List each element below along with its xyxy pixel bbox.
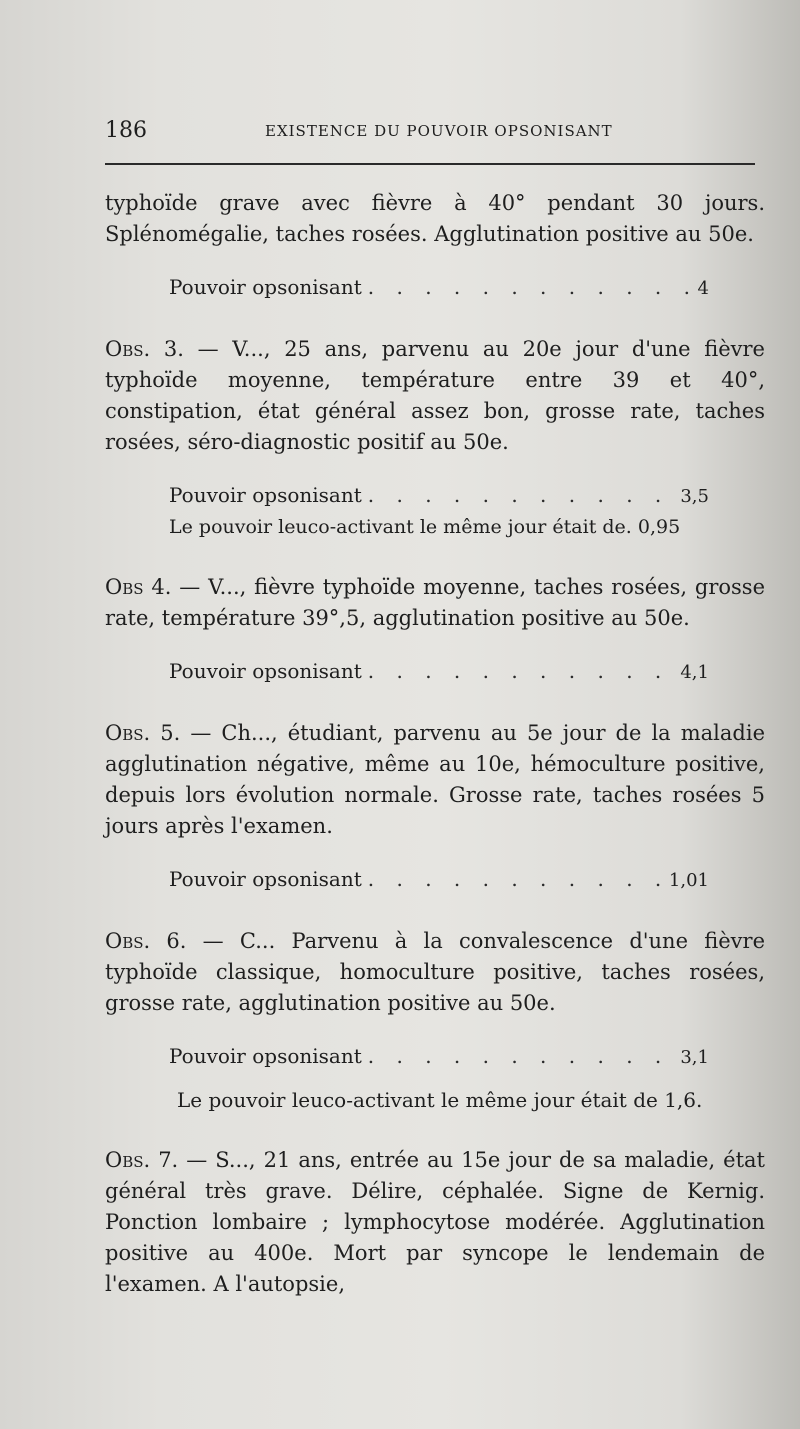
result-label: Pouvoir opsonisant (169, 867, 362, 891)
result-value: 4 (697, 278, 709, 299)
running-title: EXISTENCE DU POUVOIR OPSONISANT (265, 122, 613, 140)
intro-paragraph (105, 188, 765, 250)
obs-6-text: — C... Parvenu à la convalescence d'une fièvre typhoïde classique, homoculture positive, taches rosées, grosse rate, agglutination positive au 50e. (105, 929, 765, 1015)
leader-dots (368, 272, 692, 302)
page-header (105, 118, 765, 148)
header-rule (105, 163, 755, 165)
result-label: Pouvoir opsonisant (169, 483, 362, 507)
obs-3-text: — V..., 25 ans, parvenu au 20e jour d'une fièvre typhoïde moyenne, température entre 39 et 40°, constipation, état général assez bon, grosse rate, taches rosées, séro-diagnostic positif au 50e. (105, 337, 765, 454)
obs-6-label: Obs. 6. (105, 929, 187, 953)
result-value: 4,1 (680, 662, 709, 683)
result-line-obs-5 (169, 864, 709, 896)
intro-text: typhoïde grave avec fièvre à 40° pendant 30 jours. Splénomégalie, taches rosées. Agglutination positive au 50e. (105, 191, 765, 246)
result-line-intro (169, 272, 709, 304)
leuco-note-obs-3: Le pouvoir leuco-activant le même jour était de. 0,95 (169, 516, 681, 538)
result-value: 3,5 (680, 486, 709, 507)
obs-7-paragraph (105, 1145, 765, 1300)
leader-dots (368, 1041, 675, 1071)
obs-7-label: Obs. 7. (105, 1148, 179, 1172)
result-line-obs-3 (169, 480, 709, 512)
obs-5-paragraph (105, 718, 765, 842)
obs-5-label: Obs. 5. (105, 721, 181, 745)
page-content (105, 188, 765, 1300)
obs-5-text: — Ch..., étudiant, parvenu au 5e jour de la maladie agglutination négative, même au 10e, hémoculture positive, depuis lors évolution normale. Grosse rate, taches rosées 5 jours après l'examen. (105, 721, 766, 838)
result-value: 3,1 (680, 1047, 709, 1068)
obs-6-paragraph (105, 926, 765, 1019)
leader-dots (368, 480, 675, 510)
obs-3-paragraph (105, 334, 765, 458)
result-line-obs-4 (169, 656, 709, 688)
page-number: 186 (105, 118, 147, 143)
result-label: Pouvoir opsonisant (169, 275, 362, 299)
obs-4-paragraph (105, 572, 765, 634)
result-label: Pouvoir opsonisant (169, 1044, 362, 1068)
leuco-note-obs-6: Le pouvoir leuco-activant le même jour était de 1,6. (177, 1088, 703, 1112)
obs-7-text: — S..., 21 ans, entrée au 15e jour de sa maladie, état général très grave. Délire, céphalée. Signe de Kernig. Ponction lombaire ; lymphocytose modérée. Agglutination positive au 400e. Mort par syncope le lendemain de l'examen. A l'autopsie, (105, 1148, 765, 1296)
leader-dots (368, 864, 663, 894)
result-value: 1,01 (668, 870, 709, 891)
obs-3-label: Obs. 3. (105, 337, 184, 361)
obs-4-label: Obs 4. (105, 575, 172, 599)
leader-dots (368, 656, 675, 686)
result-label: Pouvoir opsonisant (169, 659, 362, 683)
obs-4-text: — V..., fièvre typhoïde moyenne, taches rosées, grosse rate, température 39°,5, agglutination positive au 50e. (105, 575, 765, 630)
result-line-obs-6 (169, 1041, 709, 1073)
